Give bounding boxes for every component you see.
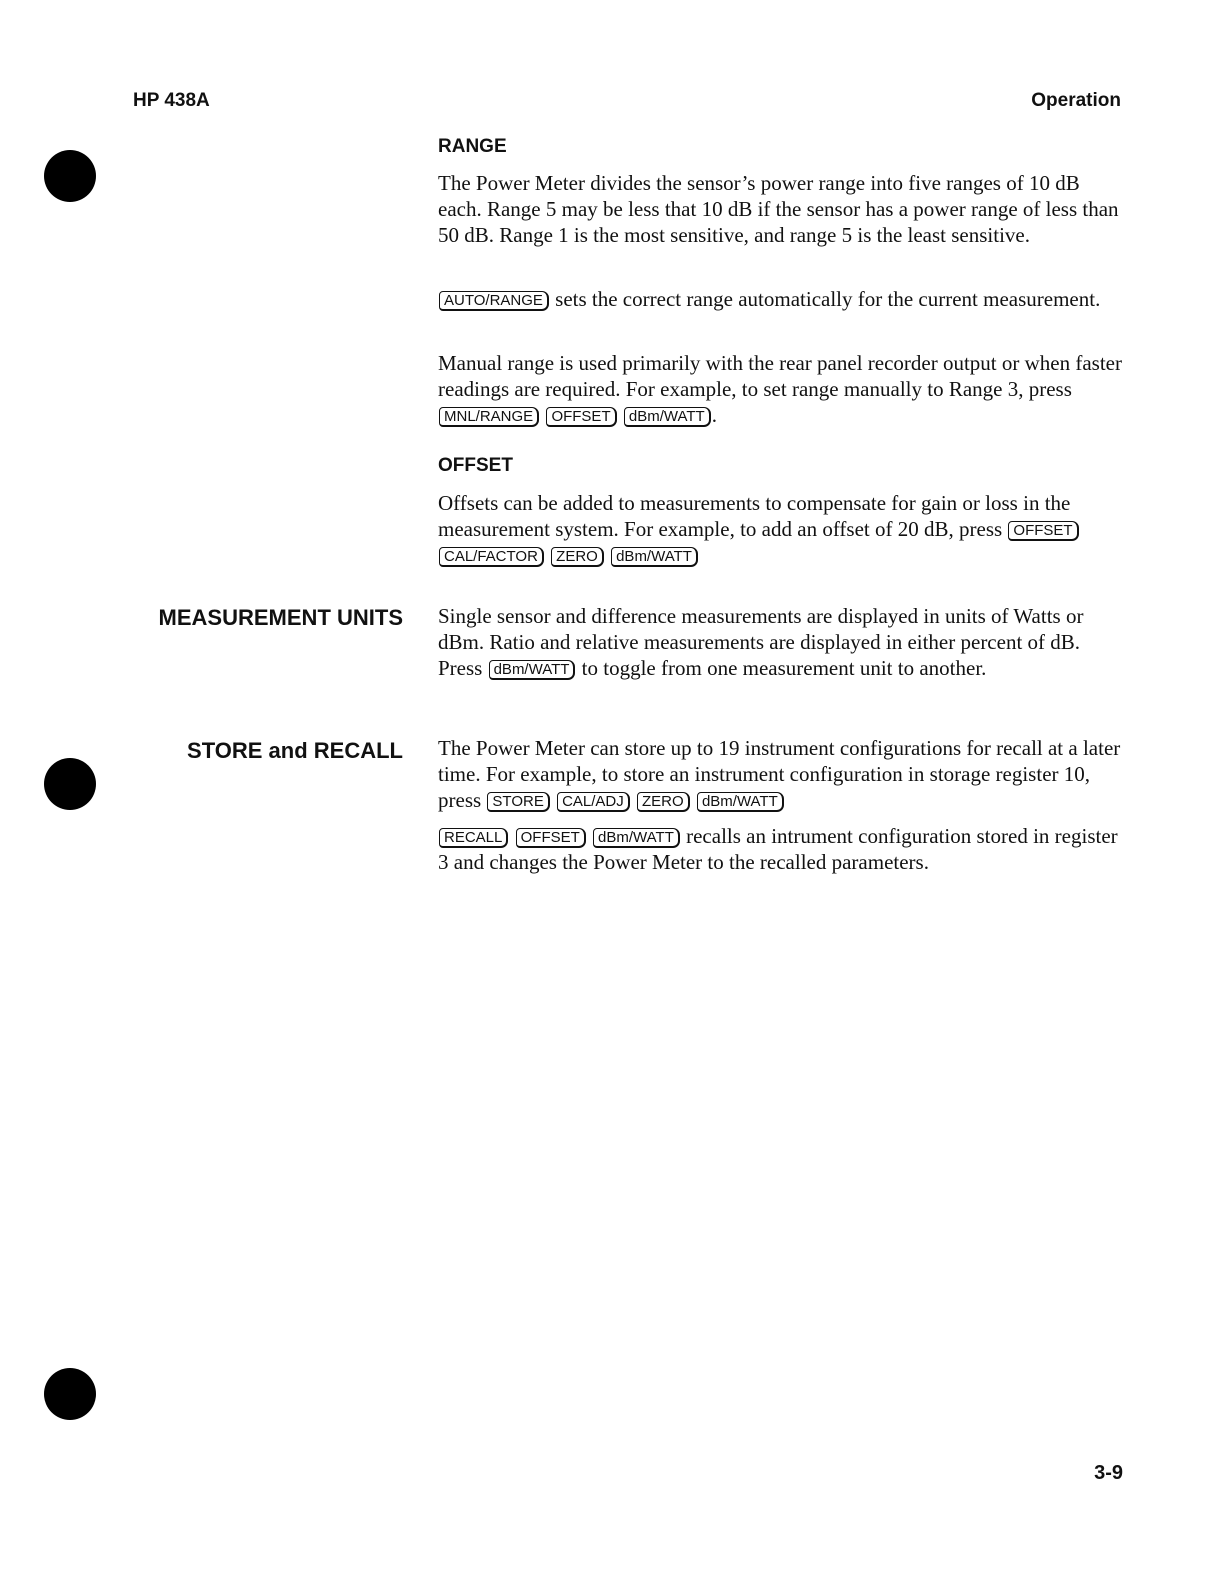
units-text-1: Single sensor and difference measurements are displayed in units of Watts or dBm. Ratio and relative measurements are displayed in either percent of dB. Press: [438, 604, 1084, 680]
dbm-watt-key: dBm/WATT: [593, 828, 680, 848]
range-paragraph-3: [438, 350, 1124, 428]
store-recall-heading: STORE and RECALL: [187, 738, 403, 763]
dbm-watt-key: dBm/WATT: [489, 660, 576, 680]
range-paragraph-2-text: sets the correct range automatically for the current measurement.: [549, 287, 1101, 311]
store-paragraph: [438, 735, 1124, 813]
binder-hole-top: [44, 150, 96, 202]
offset-paragraph-text: Offsets can be added to measurements to compensate for gain or loss in the measurement system. For example, to add an offset of 20 dB, press: [438, 491, 1071, 541]
binder-hole-middle: [44, 758, 96, 810]
store-key: STORE: [487, 792, 549, 812]
range-paragraph-2: [438, 286, 1124, 312]
auto-range-key: AUTO/RANGE: [439, 291, 549, 311]
offset-key: OFFSET: [516, 828, 586, 848]
recall-key: RECALL: [439, 828, 508, 848]
range-heading: RANGE: [438, 136, 507, 157]
offset-key: OFFSET: [1008, 521, 1078, 541]
store-paragraph-text: The Power Meter can store up to 19 instrument configurations for recall at a later time. For example, to store an instrument configuration in storage register 10, press: [438, 736, 1121, 812]
zero-key: ZERO: [551, 547, 604, 567]
mnl-range-key: MNL/RANGE: [439, 407, 539, 427]
cal-adj-key: CAL/ADJ: [557, 792, 630, 812]
binder-hole-bottom: [44, 1368, 96, 1420]
units-text-2: to toggle from one measurement unit to another.: [576, 656, 987, 680]
recall-paragraph-text: recalls an intrument configuration stored in register 3 and changes the Power Meter to the recalled parameters.: [438, 824, 1118, 874]
offset-key: OFFSET: [546, 407, 616, 427]
running-header-model: HP 438A: [133, 90, 210, 111]
measurement-units-heading: MEASUREMENT UNITS: [158, 605, 403, 630]
range-paragraph-1: The Power Meter divides the sensor’s power range into five ranges of 10 dB each. Range 5 may be less that 10 dB if the sensor has a power range of less than 50 dB. Range 1 is the most sensitive, and range 5 is the least sensitive.: [438, 171, 1119, 247]
running-header-section: Operation: [1031, 90, 1121, 111]
recall-paragraph: [438, 823, 1124, 875]
zero-key: ZERO: [637, 792, 690, 812]
range-paragraph-3-text: Manual range is used primarily with the rear panel recorder output or when faster readings are required. For example, to set range manually to Range 3, press: [438, 351, 1122, 401]
range-paragraph-3-end: .: [711, 403, 717, 427]
dbm-watt-key: dBm/WATT: [624, 407, 711, 427]
cal-factor-key: CAL/FACTOR: [439, 547, 544, 567]
dbm-watt-key: dBm/WATT: [611, 547, 698, 567]
page-number: 3-9: [1094, 1462, 1123, 1484]
offset-heading: OFFSET: [438, 455, 513, 476]
offset-paragraph: [438, 490, 1124, 568]
dbm-watt-key: dBm/WATT: [697, 792, 784, 812]
measurement-units-paragraph: [438, 603, 1124, 681]
